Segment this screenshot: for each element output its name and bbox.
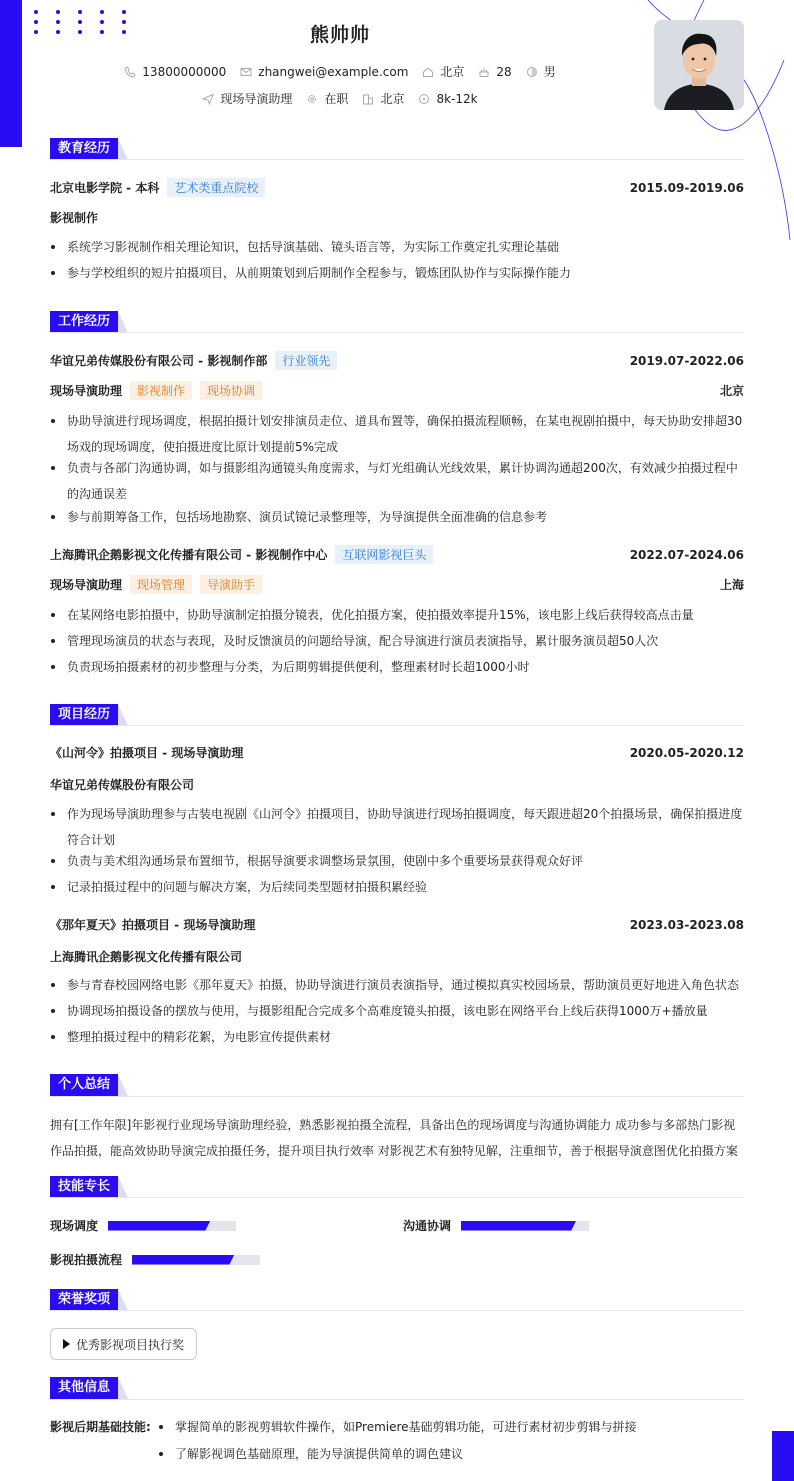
- job-title-text: 现场导演助理: [220, 92, 293, 106]
- section-work-title: 工作经历: [50, 311, 128, 333]
- project-header: [50, 744, 744, 761]
- company-tag: 行业领先: [275, 351, 337, 370]
- work-city: 上海: [719, 578, 744, 592]
- skill-bar: [108, 1221, 236, 1231]
- building-icon: [362, 93, 374, 105]
- school-tag: 艺术类重点院校: [167, 178, 265, 197]
- project-org: 华谊兄弟传媒股份有限公司: [50, 778, 195, 792]
- list-item: 协助导演进行现场调度，根据拍摄计划安排演员走位、道具布置等，确保拍摄流程顺畅，在某电视剧拍摄中，每天协助安排超30场戏的现场调度，使拍摄进度比原计划提前5%完成: [50, 408, 744, 460]
- location-text: 北京: [440, 65, 465, 79]
- status-info: [306, 90, 348, 107]
- project-org: 上海腾讯企鹅影视文化传播有限公司: [50, 950, 243, 964]
- section-divider: [50, 1096, 744, 1097]
- role-tag: 影视制作: [130, 381, 192, 400]
- phone-info: [124, 63, 226, 80]
- section-divider: [50, 725, 744, 726]
- mail-icon: [240, 66, 252, 78]
- list-item: 系统学习影视制作相关理论知识，包括导演基础、镜头语言等，为实际工作奠定扎实理论基础: [50, 234, 744, 260]
- skill-item: [50, 1217, 236, 1234]
- section-other-title: 其他信息: [50, 1377, 128, 1399]
- award-name: 优秀影视项目执行奖: [76, 1337, 185, 1352]
- skill-name: 影视拍摄流程: [50, 1253, 123, 1267]
- skill-name: 沟通协调: [403, 1219, 452, 1233]
- company-name: 上海腾讯企鹅影视文化传播有限公司 - 影视制作中心: [50, 548, 328, 562]
- city-info: [362, 90, 404, 107]
- coin-icon: [418, 93, 430, 105]
- work-header: [50, 351, 744, 370]
- role-name: 现场导演助理: [50, 384, 123, 398]
- project-date: 2023.03-2023.08: [629, 917, 744, 932]
- play-icon: [63, 1339, 70, 1349]
- project-header: [50, 916, 744, 933]
- skill-name: 现场调度: [50, 1219, 99, 1233]
- location-info: [422, 63, 464, 80]
- gender-info: [526, 63, 556, 80]
- section-divider: [50, 1310, 744, 1311]
- skill-level: [108, 1221, 210, 1231]
- phone-text: 13800000000: [142, 64, 227, 79]
- school-name: 北京电影学院 - 本科: [50, 181, 160, 195]
- work-date: 2019.07-2022.06: [629, 353, 744, 368]
- gender-text: 男: [543, 65, 556, 79]
- role-tag: 现场协调: [200, 381, 262, 400]
- job-title-info: [202, 90, 292, 107]
- list-item: 负责与美术组沟通场景布置细节，根据导演要求调整场景氛围，使剧中多个重要场景获得观众好评: [50, 848, 744, 874]
- section-honors-title: 荣誉奖项: [50, 1289, 128, 1311]
- list-item: 了解影视调色基础原理，能为导演提供简单的调色建议: [158, 1441, 744, 1467]
- accent-bar-right: [772, 1431, 794, 1481]
- education-date: 2015.09-2019.06: [629, 180, 744, 195]
- age-info: [478, 63, 511, 80]
- section-skills-title: 技能专长: [50, 1176, 128, 1198]
- company-name: 华谊兄弟传媒股份有限公司 - 影视制作部: [50, 354, 268, 368]
- list-item: 负责与各部门沟通协调，如与摄影组沟通镜头角度需求，与灯光组确认光线效果，累计协调沟通超200次，有效减少拍摄过程中的沟通误差: [50, 455, 744, 507]
- education-major: 影视制作: [50, 211, 99, 225]
- work-city: 北京: [719, 384, 744, 398]
- home-icon: [422, 66, 434, 78]
- list-item: 负责现场拍摄素材的初步整理与分类，为后期剪辑提供便利，整理素材时长超1000小时: [50, 654, 744, 680]
- send-icon: [202, 93, 214, 105]
- email-text: zhangwei@example.com: [258, 64, 409, 79]
- list-item: 协调现场拍摄设备的摆放与使用，与摄影组配合完成多个高难度镜头拍摄，该电影在网络平台上线后获得1000万+播放量: [50, 998, 744, 1024]
- list-item: 作为现场导演助理参与古装电视剧《山河令》拍摄项目，协助导演进行现场拍摄调度，每天跟进超20个拍摄场景，确保拍摄进度符合计划: [50, 801, 744, 853]
- award-badge: [50, 1328, 197, 1360]
- section-projects-title: 项目经历: [50, 704, 128, 726]
- email-info: [240, 63, 408, 80]
- section-summary-title: 个人总结: [50, 1074, 128, 1096]
- skill-bar: [461, 1221, 589, 1231]
- candidate-name: 熊帅帅: [309, 24, 370, 46]
- company-tag: 互联网影视巨头: [335, 545, 433, 564]
- skill-level: [461, 1221, 576, 1231]
- list-item: 参与前期筹备工作，包括场地勘察、演员试镜记录整理等，为导演提供全面准确的信息参考: [50, 504, 744, 530]
- list-item: 管理现场演员的状态与表现，及时反馈演员的问题给导演，配合导演进行演员表演指导，累计服务演员超50人次: [50, 628, 744, 654]
- work-header: [50, 545, 744, 564]
- phone-icon: [124, 66, 136, 78]
- skill-bar: [132, 1255, 260, 1265]
- list-item: 掌握简单的影视剪辑软件操作，如Premiere基础剪辑功能，可进行素材初步剪辑与拼接: [158, 1414, 744, 1440]
- role-tag: 导演助手: [200, 575, 262, 594]
- summary-text: 拥有[工作年限]年影视行业现场导演助理经验，熟悉影视拍摄全流程，具备出色的现场调度与沟通协调能力 成功参与多部热门影视作品拍摄，能高效协助导演完成拍摄任务，提升项目执行效率 对影视艺术有独特见解，注重细节，善于根据导演意图优化拍摄方案: [50, 1118, 738, 1158]
- avatar-photo: [654, 20, 744, 110]
- job-intention-row: [0, 90, 680, 107]
- skill-item: [50, 1251, 260, 1268]
- role-tag: 现场管理: [130, 575, 192, 594]
- section-divider: [50, 1399, 744, 1400]
- age-text: 28: [496, 64, 512, 79]
- project-date: 2020.05-2020.12: [629, 745, 744, 760]
- list-item: 整理拍摄过程中的精彩花絮，为电影宣传提供素材: [50, 1024, 744, 1050]
- list-item: 在某网络电影拍摄中，协助导演制定拍摄分镜表，优化拍摄方案，使拍摄效率提升15%，该电影上线后获得较高点击量: [50, 602, 744, 628]
- avatar: [654, 20, 744, 110]
- section-divider: [50, 1197, 744, 1198]
- skill-level: [132, 1255, 234, 1265]
- education-header: [50, 178, 744, 197]
- work-role-row: [50, 381, 744, 400]
- role-name: 现场导演助理: [50, 578, 123, 592]
- salary-text: 8k-12k: [436, 91, 478, 106]
- gender-icon: [526, 66, 538, 78]
- skill-item: [403, 1217, 589, 1234]
- section-education-title: 教育经历: [50, 138, 128, 160]
- status-text: 在职: [324, 92, 349, 106]
- gear-icon: [306, 93, 318, 105]
- section-divider: [50, 159, 744, 160]
- section-divider: [50, 332, 744, 333]
- contact-row: [0, 63, 680, 80]
- other-label: 影视后期基础技能:: [50, 1420, 151, 1434]
- cake-icon: [478, 66, 490, 78]
- salary-info: [418, 90, 477, 107]
- project-name: 《山河令》拍摄项目 - 现场导演助理: [50, 746, 244, 760]
- list-item: 参与青春校园网络电影《那年夏天》拍摄，协助导演进行演员表演指导，通过模拟真实校园场景，帮助演员更好地进入角色状态: [50, 972, 744, 998]
- list-item: 记录拍摄过程中的问题与解决方案，为后续同类型题材拍摄积累经验: [50, 874, 744, 900]
- project-name: 《那年夏天》拍摄项目 - 现场导演助理: [50, 918, 256, 932]
- city-text: 北京: [380, 92, 405, 106]
- work-date: 2022.07-2024.06: [629, 547, 744, 562]
- work-role-row: [50, 575, 744, 594]
- list-item: 参与学校组织的短片拍摄项目，从前期策划到后期制作全程参与，锻炼团队协作与实际操作能力: [50, 260, 744, 286]
